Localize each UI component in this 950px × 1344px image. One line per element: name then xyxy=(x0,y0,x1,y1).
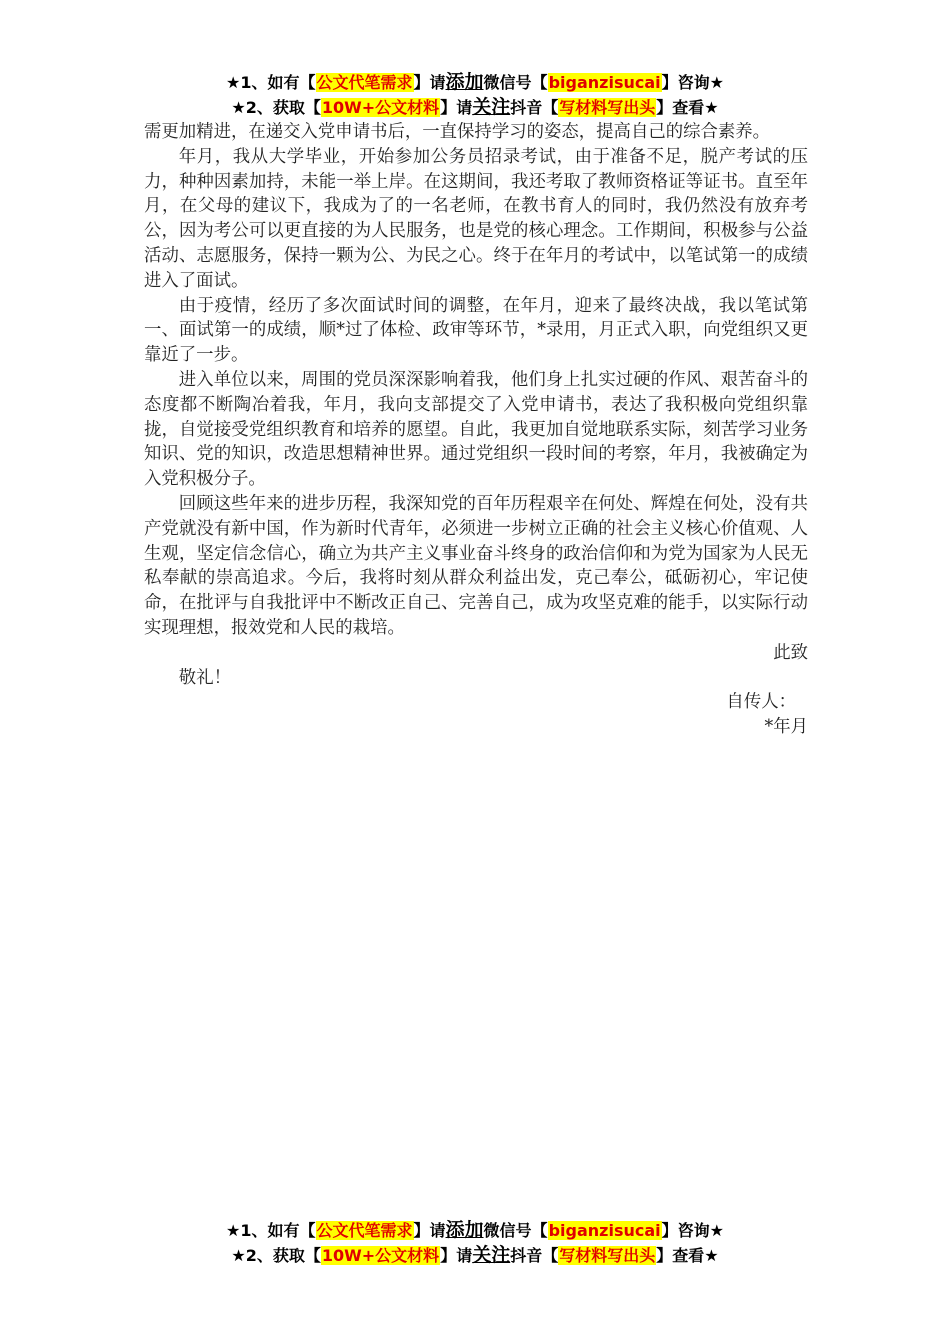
banner-line-1 xyxy=(0,70,950,95)
banner-text: 微信号【 xyxy=(483,73,548,92)
banner-text: 】请 xyxy=(440,98,473,117)
banner-text: ★2、获取【 xyxy=(231,1246,321,1265)
banner-text: ★1、如有【 xyxy=(226,73,316,92)
banner-emphasis: 关注 xyxy=(472,96,511,118)
paragraph: 由于疫情，经历了多次面试时间的调整，在年月，迎来了最终决战，我以笔试第一、面试第一的成绩，顺*过了体检、政审等环节，*录用，月正式入职，向党组织又更靠近了一步。 xyxy=(144,295,808,366)
banner-highlight: 写材料写出头 xyxy=(559,1246,656,1265)
banner-line-2 xyxy=(0,95,950,120)
banner-highlight: 公文代笔需求 xyxy=(316,1221,413,1240)
closing-salutation: 此致 xyxy=(773,642,808,663)
banner-text: 】请 xyxy=(413,1221,446,1240)
document-body xyxy=(144,120,808,740)
paragraph: 需更加精进，在递交入党申请书后，一直保持学习的姿态，提高自己的综合素养。 xyxy=(144,122,771,142)
banner-text: 】咨询★ xyxy=(661,1221,724,1240)
banner-highlight: 10W+公文材料 xyxy=(321,1246,440,1265)
banner-highlight: 公文代笔需求 xyxy=(316,73,413,92)
signature-date: *年月 xyxy=(764,717,808,738)
banner-highlight: 写材料写出头 xyxy=(559,98,656,117)
banner-emphasis: 添加 xyxy=(445,71,484,93)
banner-highlight: 10W+公文材料 xyxy=(321,98,440,117)
closing-regards: 敬礼！ xyxy=(178,667,231,688)
banner-text: 微信号【 xyxy=(483,1221,548,1240)
banner-highlight: biganzisucai xyxy=(548,1221,661,1240)
banner-text: 】查看★ xyxy=(656,98,719,117)
paragraph: 进入单位以来，周围的党员深深影响着我，他们身上扎实过硬的作风、艰苦奋斗的态度都不断陶冶着我，年月，我向支部提交了入党申请书，表达了我积极向党组织靠拢，自觉接受党组织教育和培养的愿望。自此，我更加自觉地联系实际，刻苦学习业务知识、党的知识，改造思想精神世界。通过党组织一段时间的考察，年月，我被确定为入党积极分子。 xyxy=(144,369,808,490)
banner-text: ★2、获取【 xyxy=(231,98,321,117)
banner-text: 】请 xyxy=(440,1246,473,1265)
banner-text: 抖音【 xyxy=(510,1246,559,1265)
banner-text: 】查看★ xyxy=(656,1246,719,1265)
banner-emphasis: 添加 xyxy=(445,1219,484,1241)
banner-emphasis: 关注 xyxy=(472,1244,511,1266)
banner-text: 】请 xyxy=(413,73,446,92)
header-banner xyxy=(0,70,950,120)
signature: 自传人： xyxy=(726,692,796,713)
banner-line-2 xyxy=(0,1243,950,1268)
paragraph: 年月，我从大学毕业，开始参加公务员招录考试，由于准备不足，脱产考试的压力，种种因素加持，未能一举上岸。在这期间，我还考取了教师资格证等证书。直至年月，在父母的建议下，我成为了的一名老师，在教书育人的同时，我仍然没有放弃考公，因为考公可以更直接的为人民服务，也是党的核心理念。工作期间，积极参与公益活动、志愿服务，保持一颗为公、为民之心。终于在年月的考试中，以笔试第一的成绩进入了面试。 xyxy=(144,146,808,291)
paragraph: 回顾这些年来的进步历程，我深知党的百年历程艰辛在何处、辉煌在何处，没有共产党就没有新中国，作为新时代青年，必须进一步树立正确的社会主义核心价值观、人生观，坚定信念信心，确立为共产主义事业奋斗终身的政治信仰和为党为国家为人民无私奉献的崇高追求。今后，我将时刻从群众利益出发，克己奉公，砥砺初心，牢记使命，在批评与自我批评中不断改正自己、完善自己，成为攻坚克难的能手，以实际行动实现理想，报效党和人民的栽培。 xyxy=(144,493,808,638)
banner-text: 抖音【 xyxy=(510,98,559,117)
banner-highlight: biganzisucai xyxy=(548,73,661,92)
footer-banner xyxy=(0,1218,950,1268)
banner-line-1 xyxy=(0,1218,950,1243)
banner-text: 】咨询★ xyxy=(661,73,724,92)
banner-text: ★1、如有【 xyxy=(226,1221,316,1240)
